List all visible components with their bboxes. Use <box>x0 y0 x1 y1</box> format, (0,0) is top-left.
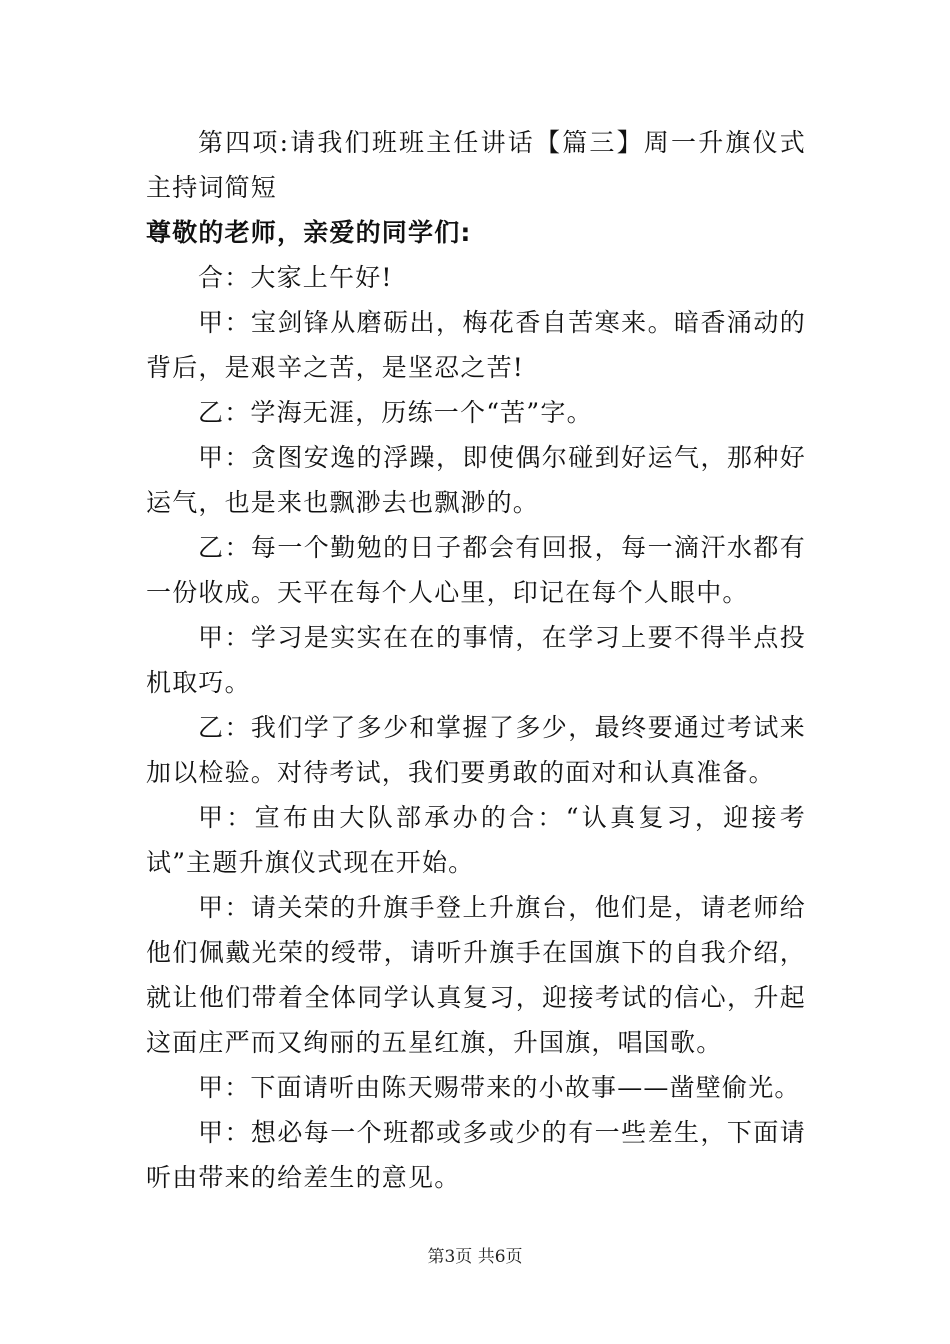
paragraph-line: 乙：我们学了多少和掌握了多少，最终要通过考试来加以检验。对待考试，我们要勇敢的面对和认真准备。 <box>146 713 806 787</box>
paragraph-line: 甲：宣布由大队部承办的合：“认真复习，迎接考试”主题升旗仪式现在开始。 <box>146 803 806 877</box>
paragraph-line: 甲：想必每一个班都或多或少的有一些差生，下面请听由带来的给差生的意见。 <box>146 1118 806 1192</box>
paragraph-line: 合：大家上午好! <box>198 263 393 292</box>
paragraph-line: 甲：学习是实实在在的事情，在学习上要不得半点投机取巧。 <box>146 623 806 697</box>
document-body <box>146 120 806 1200</box>
paragraph-section-heading: 第四项:请我们班班主任讲话【篇三】周一升旗仪式主持词简短 <box>146 128 806 202</box>
paragraph-line: 甲：下面请听由陈天赐带来的小故事——凿壁偷光。 <box>198 1073 801 1102</box>
paragraph-line: 乙：每一个勤勉的日子都会有回报，每一滴汗水都有一份收成。天平在每个人心里，印记在每个人眼中。 <box>146 533 806 607</box>
paragraph-line: 甲：贪图安逸的浮躁，即使偶尔碰到好运气，那种好运气，也是来也飘渺去也飘渺的。 <box>146 443 806 517</box>
paragraph-line: 甲：请关荣的升旗手登上升旗台，他们是，请老师给他们佩戴光荣的绶带，请听升旗手在国旗下的自我介绍，就让他们带着全体同学认真复习，迎接考试的信心，升起这面庄严而又绚丽的五星红旗，升国旗，唱国歌。 <box>146 893 806 1057</box>
paragraph-line: 乙：学海无涯，历练一个“苦”字。 <box>198 398 593 427</box>
page-number-footer: 第3页 共6页 <box>427 1247 523 1267</box>
paragraph-line: 甲：宝剑锋从磨砺出，梅花香自苦寒来。暗香涌动的背后，是艰辛之苦，是坚忍之苦! <box>146 308 806 382</box>
paragraph-greeting: 尊敬的老师，亲爱的同学们: <box>146 218 472 247</box>
